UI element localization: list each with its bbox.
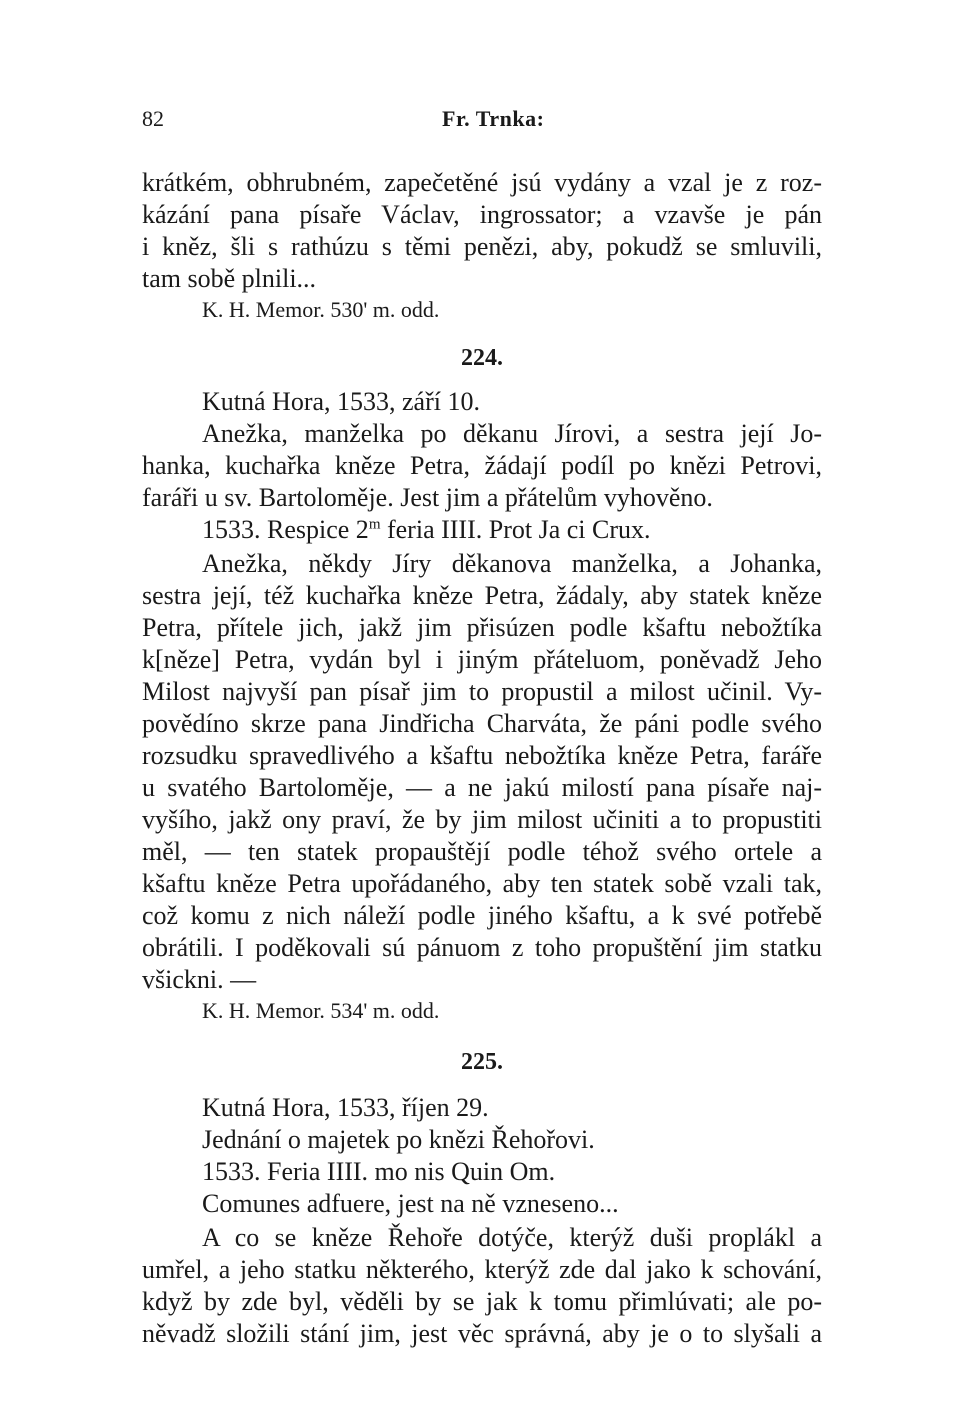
source-citation: K. H. Memor. 530' m. odd. xyxy=(202,297,440,322)
dating-text: feria IIII. Prot Ja ci Crux. xyxy=(380,515,651,544)
text-line: měl, — ten statek propauštějí podle téhož svého ortele a xyxy=(142,837,822,866)
running-head: Fr. Trnka: xyxy=(442,106,545,131)
entry-summary-line: faráři u sv. Bartoloměje. Jest jim a přátelům vyhověno. xyxy=(142,483,713,512)
text-line: kšaftu kněze Petra upořádaného, aby ten statek sobě vzali tak, xyxy=(142,869,822,898)
dating-text: 1533. Respice 2 xyxy=(202,515,369,544)
source-citation: K. H. Memor. 534' m. odd. xyxy=(202,998,440,1023)
entry-summary-line: hanka, kuchařka kněze Petra, žádají podíl po knězi Petrovi, xyxy=(142,451,822,480)
entry-summary-line: Jednání o majetek po knězi Řehořovi. xyxy=(202,1125,595,1154)
text-line: sestra její, též kuchařka kněze Petra, žádaly, aby statek kněze xyxy=(142,581,822,610)
text-line: Petra, přítele jich, jakž jim přisúzen podle kšaftu nebožtíka xyxy=(142,613,822,642)
text-line: A co se kněze Řehoře dotýče, kterýž duši proplákl a xyxy=(202,1223,822,1252)
text-line: i kněz, šli s rathúzu s těmi penězi, aby, pokudž se smluvili, xyxy=(142,232,822,261)
page-header xyxy=(142,106,822,136)
entry-dating xyxy=(202,514,822,546)
entry-number: 224. xyxy=(461,345,503,371)
entry-place-date: Kutná Hora, 1533, říjen 29. xyxy=(202,1093,489,1122)
entry-number: 225. xyxy=(461,1049,503,1075)
text-line: k[něze] Petra, vydán byl i jiným přáteluom, poněvadž Jeho xyxy=(142,645,822,674)
text-line: Anežka, někdy Jíry děkanova manželka, a Johanka, xyxy=(202,549,822,578)
text-line: když by zde byl, věděli by se jak k tomu přimlúvati; ale po- xyxy=(142,1287,822,1316)
text-line: vyšího, jakž ony praví, že by jim milost učiniti a to propustiti xyxy=(142,805,822,834)
text-line: u svatého Bartoloměje, — a ne jakú milostí pana písaře naj- xyxy=(142,773,822,802)
text-line: umřel, a jeho statku některého, kterýž zde dal jako k schování, xyxy=(142,1255,822,1284)
text-line: Milost najvyší pan písař jim to propustil a milost učinil. Vy- xyxy=(142,677,822,706)
text-line: Comunes adfuere, jest na ně vzneseno... xyxy=(202,1189,619,1218)
text-line: rozsudku spravedlivého a kšaftu nebožtíka kněze Petra, faráře xyxy=(142,741,822,770)
entry-place-date: Kutná Hora, 1533, září 10. xyxy=(202,387,480,416)
entry-summary-line: Anežka, manželka po děkanu Jírovi, a sestra její Jo- xyxy=(202,419,822,448)
page-number: 82 xyxy=(142,106,164,131)
text-line: což komu z nich náleží podle jiného kšaftu, a k své potřebě xyxy=(142,901,822,930)
text-line: něvadž složili stání jim, jest věc správná, aby je o to slyšali a xyxy=(142,1319,822,1348)
entry-dating: 1533. Feria IIII. mo nis Quin Om. xyxy=(202,1157,556,1186)
text-line: kázání pana písaře Václav, ingrossator; a vzavše je pán xyxy=(142,200,822,229)
text-line: povědíno skrze pana Jindřicha Charváta, že páni podle svého xyxy=(142,709,822,738)
text-line: tam sobě plnili... xyxy=(142,264,317,293)
text-line: všickni. — xyxy=(142,965,257,994)
dating-superscript: m xyxy=(368,516,381,533)
text-line: obrátili. I poděkovali sú pánuom z toho propuštění jim statku xyxy=(142,933,822,962)
text-line: krátkém, obhrubném, zapečetěné jsú vydány a vzal je z roz- xyxy=(142,168,822,197)
